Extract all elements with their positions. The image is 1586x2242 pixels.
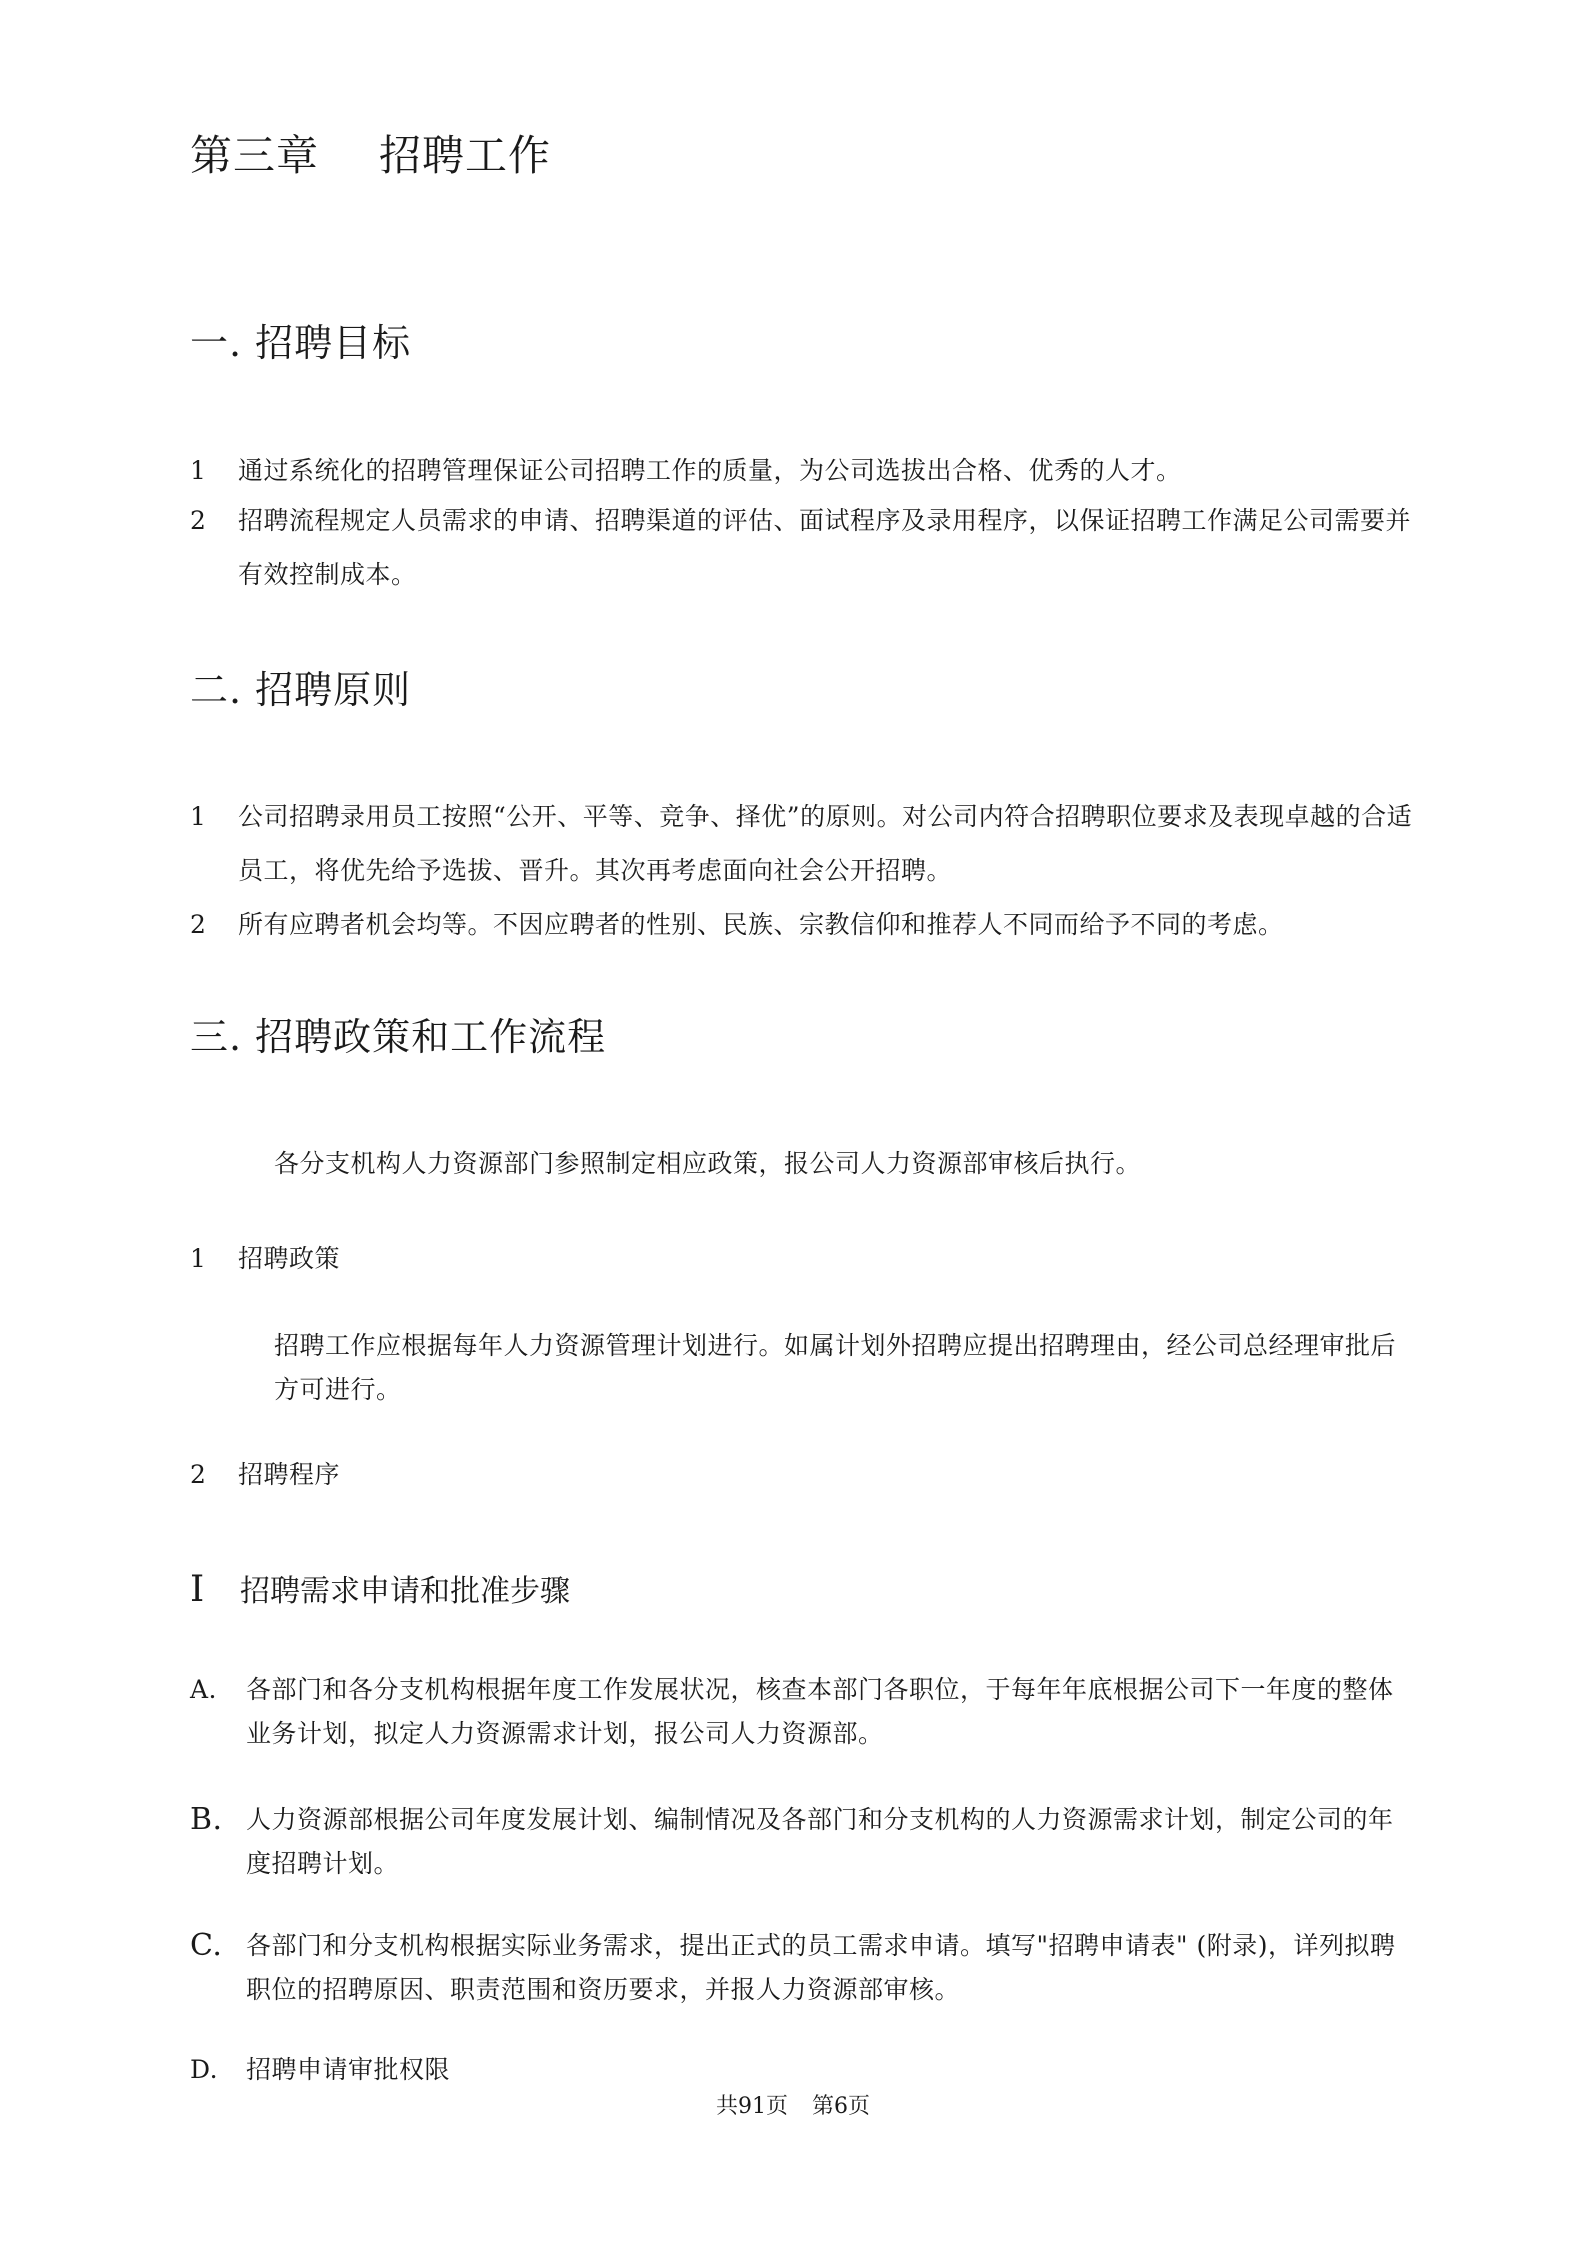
item-text: 招聘程序 (238, 1460, 341, 1489)
chapter-number: 第三章 (190, 131, 320, 180)
section-intro: 各分支机构人力资源部门参照制定相应政策，报公司人力资源部审核后执行。 (274, 1149, 1142, 1178)
list-item (190, 444, 1413, 498)
step-label: D. (190, 2055, 219, 2084)
step-text: 招聘申请审批权限 (246, 2055, 451, 2084)
section-heading-goals: 一. 招聘目标 (190, 321, 412, 365)
list-item (190, 898, 1413, 952)
list-item (190, 494, 1413, 602)
step-text: 各部门和各分支机构根据年度工作发展状况，核查本部门各职位，于每年年底根据公司下一年度的整体业务计划，拟定人力资源需求计划，报公司人力资源部。 (246, 1675, 1394, 1748)
list-item (190, 790, 1413, 898)
item-text: 招聘政策 (238, 1244, 341, 1273)
subsection-title: 招聘需求申请和批准步骤 (240, 1574, 570, 1609)
step-item (190, 1924, 1406, 2012)
total-pages: 共91页 (716, 2094, 788, 2119)
step-label: A. (190, 1675, 218, 1704)
step-item (190, 2048, 1406, 2092)
step-item (190, 1668, 1406, 1756)
policy-detail: 招聘工作应根据每年人力资源管理计划进行。如属计划外招聘应提出招聘理由，经公司总经理审批后方可进行。 (274, 1331, 1397, 1404)
chapter-title (190, 128, 551, 184)
item-number: 2 (190, 910, 207, 939)
step-text: 各部门和分支机构根据实际业务需求，提出正式的员工需求申请。填写"招聘申请表" (附录)，详列拟聘职位的招聘原因、职责范围和资历要求，并报人力资源部审核。 (246, 1931, 1396, 2004)
item-number: 1 (190, 802, 207, 831)
subsection-number: I (190, 1569, 205, 1610)
item-text: 公司招聘录用员工按照“公开、平等、竞争、择优”的原则。对公司内符合招聘职位要求及表现卓越的合适员工，将优先给予选拔、晋升。其次再考虑面向社会公开招聘。 (238, 802, 1413, 885)
item-number: 2 (190, 506, 207, 535)
current-page: 第6页 (812, 2094, 870, 2119)
step-text: 人力资源部根据公司年度发展计划、编制情况及各部门和分支机构的人力资源需求计划，制定公司的年度招聘计划。 (246, 1805, 1394, 1878)
subsection-heading (190, 1568, 570, 1614)
item-text: 所有应聘者机会均等。不因应聘者的性别、民族、宗教信仰和推荐人不同而给予不同的考虑。 (238, 910, 1284, 939)
item-number: 2 (190, 1460, 207, 1489)
item-number: 1 (190, 1244, 207, 1273)
step-label: B. (190, 1802, 223, 1837)
page-footer (0, 2092, 1586, 2122)
item-text: 通过系统化的招聘管理保证公司招聘工作的质量，为公司选拔出合格、优秀的人才。 (238, 456, 1182, 485)
section-heading-policy: 三. 招聘政策和工作流程 (190, 1015, 607, 1059)
list-item (190, 1232, 1413, 1286)
step-label: C. (190, 1928, 223, 1963)
list-item (190, 1448, 1413, 1502)
item-text: 招聘流程规定人员需求的申请、招聘渠道的评估、面试程序及录用程序，以保证招聘工作满足公司需要并有效控制成本。 (238, 506, 1412, 589)
item-number: 1 (190, 456, 207, 485)
chapter-name: 招聘工作 (379, 131, 552, 180)
step-item (190, 1798, 1406, 1886)
section-heading-principles: 二. 招聘原则 (190, 668, 412, 712)
